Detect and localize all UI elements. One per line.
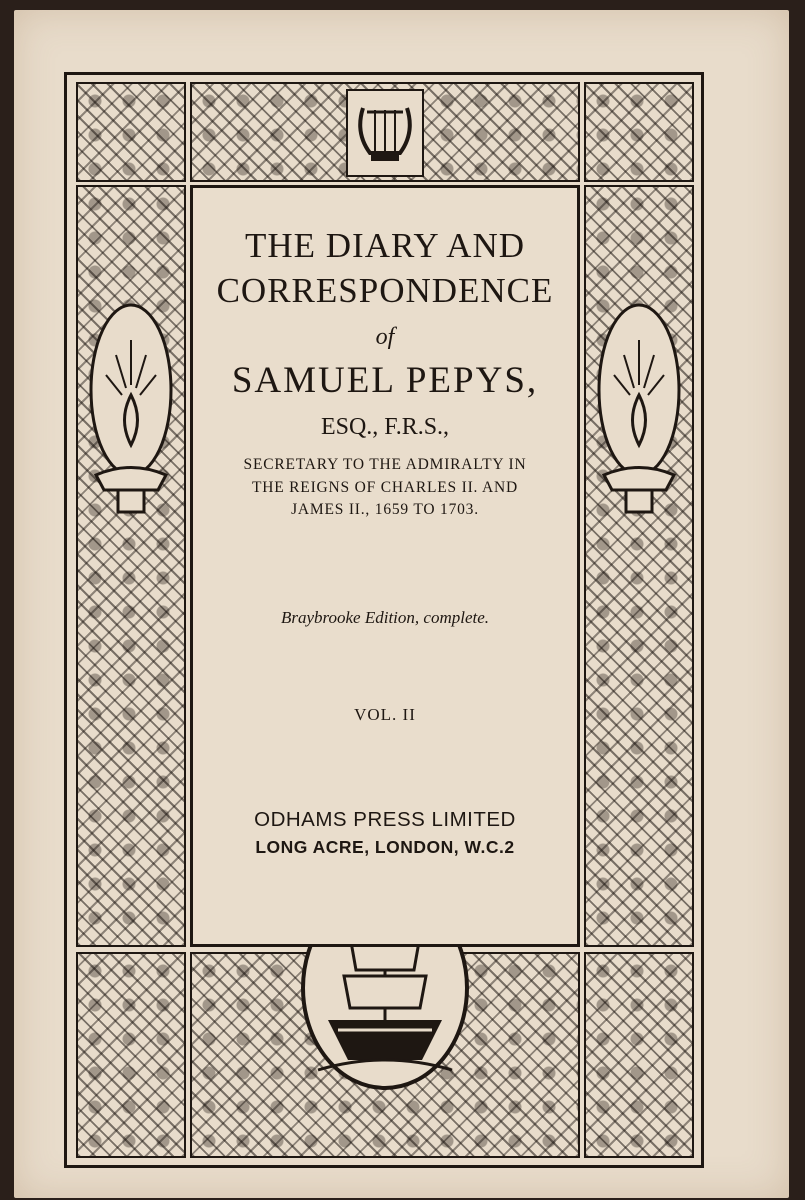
corner-ornament-bottom-left <box>76 952 186 1158</box>
edition-note: Braybrooke Edition, complete. <box>280 608 490 627</box>
lyre-icon <box>345 88 425 178</box>
publisher-name: ODHAMS PRESS LIMITED <box>254 808 516 831</box>
oil-lamp-icon-left <box>88 300 174 520</box>
subtitle-line-3: JAMES II., 1659 TO 1703. <box>291 501 479 518</box>
author-honorifics: ESQ., F.R.S., <box>320 414 450 440</box>
oil-lamp-icon-right <box>596 300 682 520</box>
title-of: of <box>375 324 395 350</box>
corner-ornament-top-left <box>76 82 186 182</box>
volume-label: VOL. II <box>354 705 416 724</box>
publisher-address: LONG ACRE, LONDON, W.C.2 <box>255 837 515 857</box>
title-line-1: THE DIARY AND <box>244 226 526 265</box>
corner-ornament-top-right <box>584 82 694 182</box>
title-line-2: CORRESPONDENCE <box>216 271 554 310</box>
subtitle-line-2: THE REIGNS OF CHARLES II. AND <box>251 479 519 496</box>
author-name: SAMUEL PEPYS, <box>231 360 539 401</box>
corner-ornament-bottom-right <box>584 952 694 1158</box>
subtitle-line-1: SECRETARY TO THE ADMIRALTY IN <box>243 456 527 473</box>
